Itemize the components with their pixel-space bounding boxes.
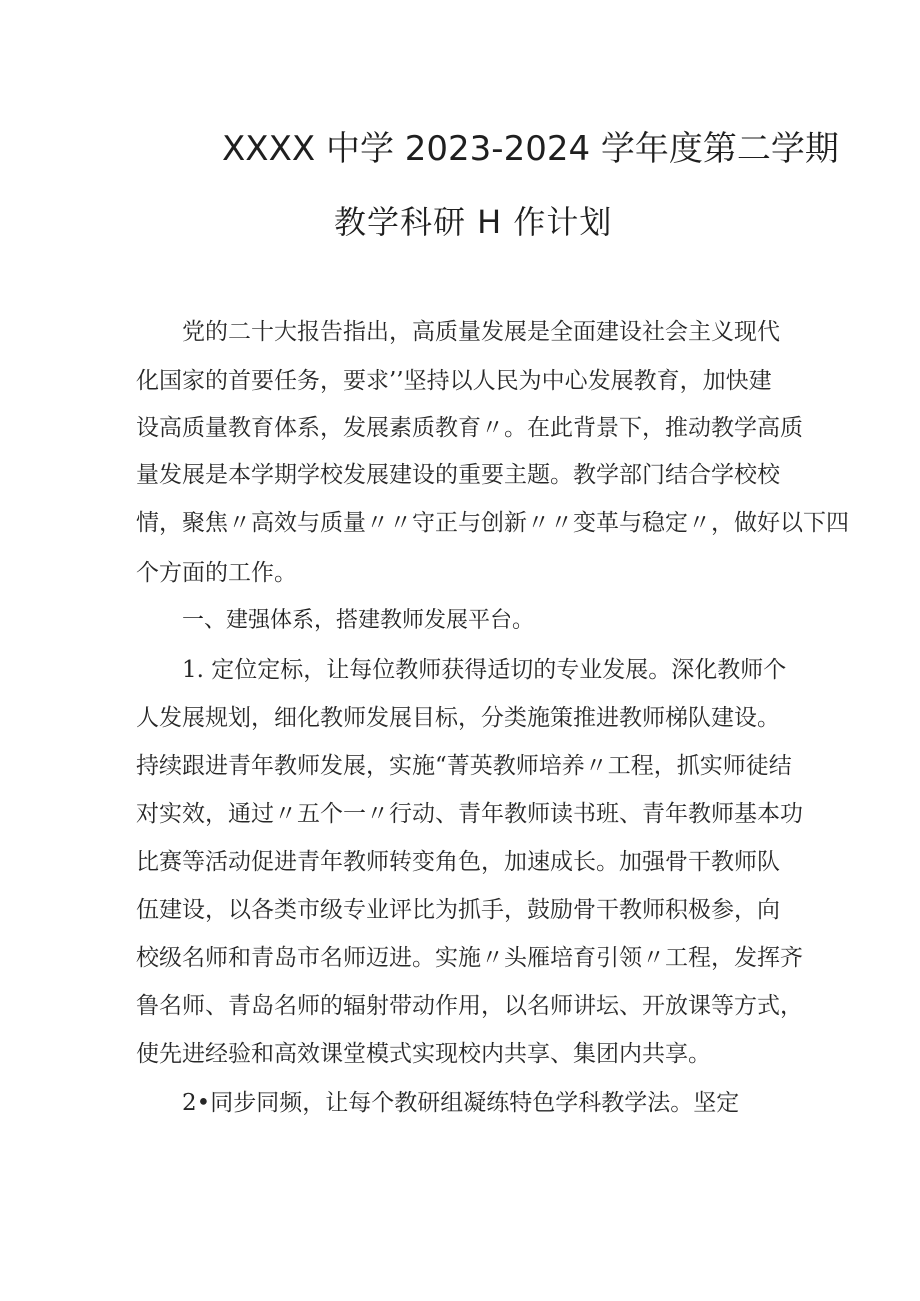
paragraph-line: 2•同步同频，让每个教研组凝练特色学科教学法。坚定 [182, 1090, 740, 1116]
paragraph-line: 量发展是本学期学校发展建设的重要主题。教学部门结合学校校 [136, 462, 780, 488]
paragraph-line: 校级名师和青岛市名师迈进。实施〃头雁培育引领〃工程，发挥齐 [136, 945, 803, 971]
paragraph-line: 持续跟进青年教师发展，实施“菁英教师培养〃工程，抓实师徒结 [136, 753, 792, 779]
paragraph-line: 鲁名师、青岛名师的辐射带动作用，以名师讲坛、开放课等方式， [136, 993, 803, 1019]
paragraph-line: 伍建设，以各类市级专业评比为抓手，鼓励骨干教师积极参，向 [136, 897, 780, 923]
paragraph-line: 使先进经验和高效课堂模式实现校内共享、集团内共享。 [136, 1041, 711, 1067]
paragraph-line: 化国家的首要任务，要求’’坚持以人民为中心发展教育，加快建 [136, 368, 772, 394]
document-title-line-2: 教学科研 H 作计划 [334, 203, 613, 241]
paragraph-line: 设高质量教育体系，发展素质教育〃。在此背景下，推动教学高质 [136, 415, 803, 441]
paragraph-line: 个方面的工作。 [136, 560, 297, 586]
section-heading: 一、建强体系，搭建教师发展平台。 [182, 608, 535, 633]
paragraph-line: 对实效，通过〃五个一〃行动、青年教师读书班、青年教师基本功 [136, 801, 803, 827]
paragraph-line: 人发展规划，细化教师发展目标，分类施策推进教师梯队建设。 [136, 705, 780, 731]
document-title-line-1: XXXX 中学 2023-2024 学年度第二学期 [222, 129, 839, 169]
paragraph-line: 党的二十大报告指出，高质量发展是全面建设社会主义现代 [182, 319, 780, 345]
paragraph-line: 比赛等活动促进青年教师转变角色，加速成长。加强骨干教师队 [136, 849, 780, 875]
paragraph-line: 情，聚焦〃高效与质量〃〃守正与创新〃〃变革与稳定〃，做好以下四 [136, 510, 849, 536]
paragraph-line: 1. 定位定标，让每位教师获得适切的专业发展。深化教师个 [182, 657, 787, 683]
